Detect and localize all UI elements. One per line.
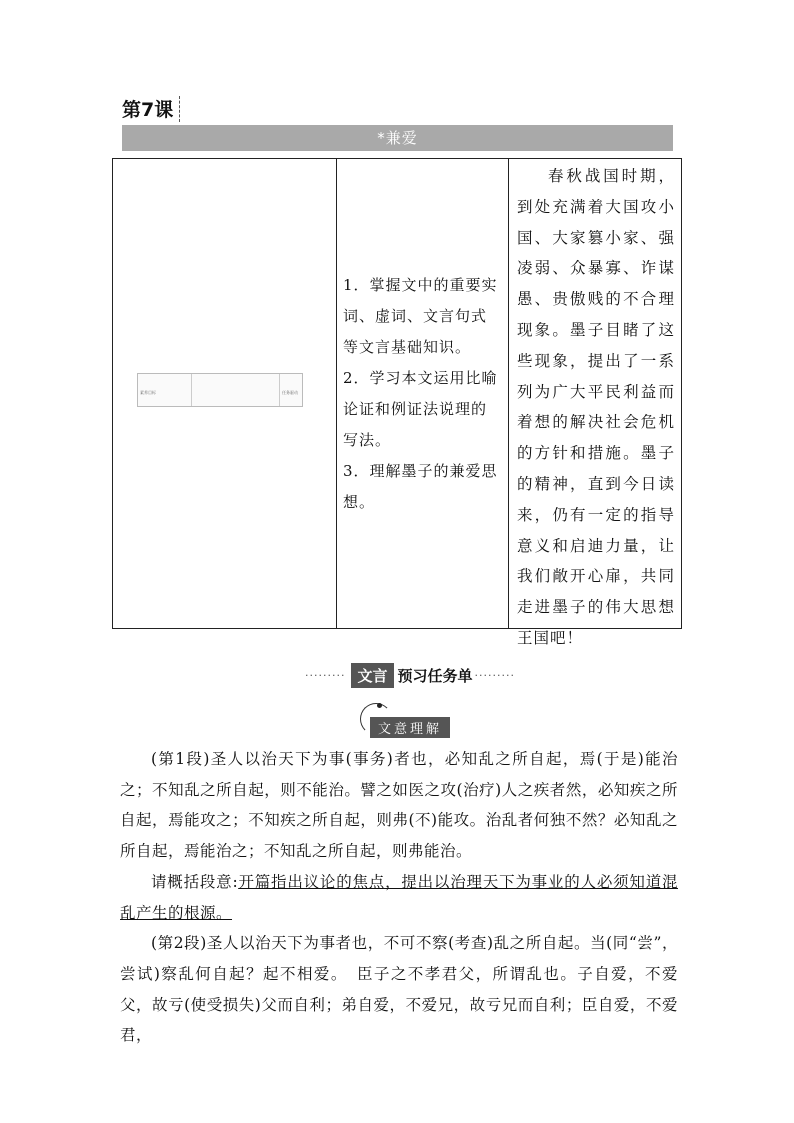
reading-content bbox=[120, 744, 678, 1051]
background-text: 春秋战国时期，到处充满着大国攻小国、大家篡小家、强凌弱、众暴寡、诈谋愚、贵傲贱的不合理现象。墨子目睹了这些现象，提出了一系列为广大平民利益而着想的解决社会危机的方针和措施。墨子的精神，直到今日读来，仍有一定的指导意义和启迪力量，让我们敞开心扉，共同走进墨子的伟大思想王国吧！ bbox=[517, 167, 675, 647]
image-card-middle bbox=[192, 374, 280, 406]
header-divider bbox=[179, 96, 180, 122]
paragraph-2: (第2段)圣人以治天下为事者也，不可不察(考查)乱之所自起。当(同“尝”，尝试)察乱何自起？起不相爱。 臣子之不孝君父，所谓乱也。子自爱，不爱父，故亏(使受损失)父而自利；弟自爱，不爱兄，故亏兄而自利；臣自爱，不爱君， bbox=[120, 934, 678, 1045]
goals-list bbox=[337, 270, 508, 518]
background-column bbox=[509, 159, 681, 647]
summary-answer: 开篇指出议论的焦点，提出以治理天下为事业的人必须知道混乱产生的根源。 bbox=[120, 872, 678, 922]
lesson-header bbox=[122, 96, 180, 122]
banner-label: 预习任务单 bbox=[397, 666, 473, 685]
summary-paragraph bbox=[120, 867, 678, 928]
section-banner bbox=[275, 662, 545, 688]
goal-item: 3．理解墨子的兼爱思想。 bbox=[343, 461, 498, 511]
banner-box-label: 文言 bbox=[351, 663, 393, 688]
paragraph-1: (第1段)圣人以治天下为事(事务)者也，必知乱之所自起，焉(于是)能治之；不知乱之所自起，则不能治。譬之如医之攻(治疗)人之疾者然，必知疾之所自起，焉能攻之；不知疾之所自起，则弗(不)能攻。治乱者何独不然？必知乱之所自起，焉能治之；不知乱之所自起，则弗能治。 bbox=[120, 750, 678, 861]
banner-dots-right: ········· bbox=[474, 668, 515, 682]
image-column bbox=[113, 159, 337, 628]
sub-section-banner bbox=[360, 703, 460, 737]
lesson-number: 第7课 bbox=[122, 99, 174, 121]
decor-dot-icon bbox=[377, 703, 382, 708]
image-card-left-text: 素养目标 bbox=[138, 374, 192, 406]
sub-section-label: 文意理解 bbox=[370, 717, 450, 738]
lesson-title-bar: *兼爱 bbox=[122, 125, 673, 151]
image-card-right-text: 任务驱动 bbox=[282, 390, 298, 395]
banner-dots-left: ········· bbox=[305, 668, 346, 682]
objectives-image bbox=[137, 373, 303, 407]
summary-label: 请概括段意: bbox=[151, 872, 239, 891]
intro-table bbox=[112, 158, 682, 647]
goal-item: 1．掌握文中的重要实词、虚词、文言句式等文言基础知识。 bbox=[343, 275, 498, 356]
goals-column bbox=[337, 159, 509, 628]
goal-item: 2．学习本文运用比喻论证和例证法说理的写法。 bbox=[343, 368, 498, 449]
